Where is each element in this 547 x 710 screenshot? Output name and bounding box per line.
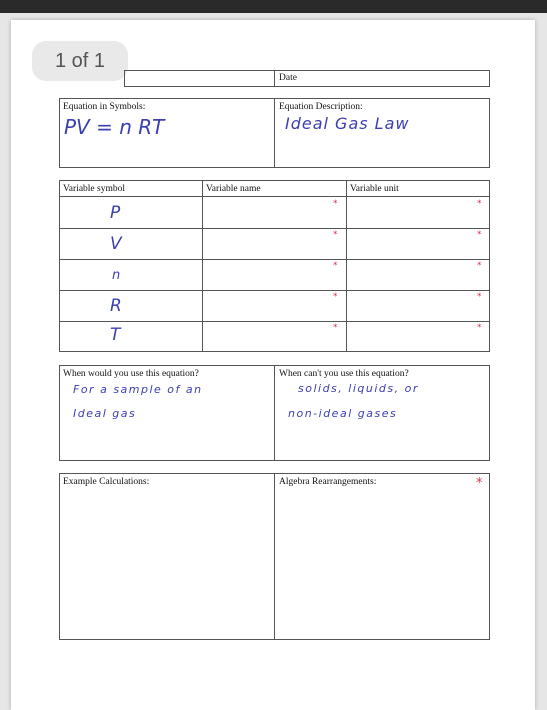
mark-icon: * bbox=[477, 261, 482, 271]
example-calculations-label: Example Calculations: bbox=[63, 477, 150, 487]
equation-description-value: Ideal Gas Law bbox=[285, 114, 410, 133]
mark-icon: * bbox=[476, 476, 483, 491]
variable-table-row-divider bbox=[59, 228, 490, 229]
variable-table-header-divider bbox=[59, 196, 490, 197]
variable-symbol-p: P bbox=[110, 203, 121, 223]
variable-symbol-r: R bbox=[110, 296, 122, 316]
equation-symbols-label: Equation in Symbols: bbox=[63, 102, 146, 112]
mark-icon: * bbox=[333, 261, 338, 271]
date-row bbox=[124, 70, 490, 87]
when-cant-use-line-1: solids, liquids, or bbox=[298, 382, 419, 395]
algebra-rearrangements-label: Algebra Rearrangements: bbox=[279, 477, 377, 487]
when-cant-use-label: When can't you use this equation? bbox=[279, 369, 409, 379]
mark-icon: * bbox=[477, 323, 482, 333]
variable-table bbox=[59, 180, 490, 352]
column-header-name: Variable name bbox=[206, 184, 261, 194]
mark-icon: * bbox=[477, 230, 482, 240]
mark-icon: * bbox=[477, 292, 482, 302]
mark-icon: * bbox=[333, 230, 338, 240]
calculations-divider bbox=[274, 473, 275, 640]
usage-divider bbox=[274, 365, 275, 461]
page-counter: 1 of 1 bbox=[32, 41, 128, 81]
variable-table-row-divider bbox=[59, 321, 490, 322]
variable-table-col-divider-2 bbox=[346, 180, 347, 352]
variable-symbol-v: V bbox=[110, 234, 122, 254]
mark-icon: * bbox=[333, 323, 338, 333]
mark-icon: * bbox=[333, 199, 338, 209]
variable-table-row-divider bbox=[59, 290, 490, 291]
equation-description-label: Equation Description: bbox=[279, 102, 363, 112]
equation-symbols-value: PV = n RT bbox=[64, 115, 165, 139]
variable-symbol-n: n bbox=[112, 268, 121, 283]
column-header-unit: Variable unit bbox=[350, 184, 399, 194]
date-divider bbox=[274, 70, 275, 87]
equation-divider bbox=[274, 98, 275, 168]
when-cant-use-line-2: non-ideal gases bbox=[288, 407, 398, 420]
browser-top-bar bbox=[0, 0, 547, 13]
when-use-line-1: For a sample of an bbox=[73, 383, 203, 396]
variable-symbol-t: T bbox=[110, 325, 121, 345]
column-header-symbol: Variable symbol bbox=[63, 184, 126, 194]
date-label: Date bbox=[279, 73, 297, 83]
variable-table-row-divider bbox=[59, 259, 490, 260]
variable-table-col-divider-1 bbox=[202, 180, 203, 352]
when-use-line-2: Ideal gas bbox=[73, 407, 137, 420]
mark-icon: * bbox=[477, 199, 482, 209]
mark-icon: * bbox=[333, 292, 338, 302]
when-use-label: When would you use this equation? bbox=[63, 369, 199, 379]
